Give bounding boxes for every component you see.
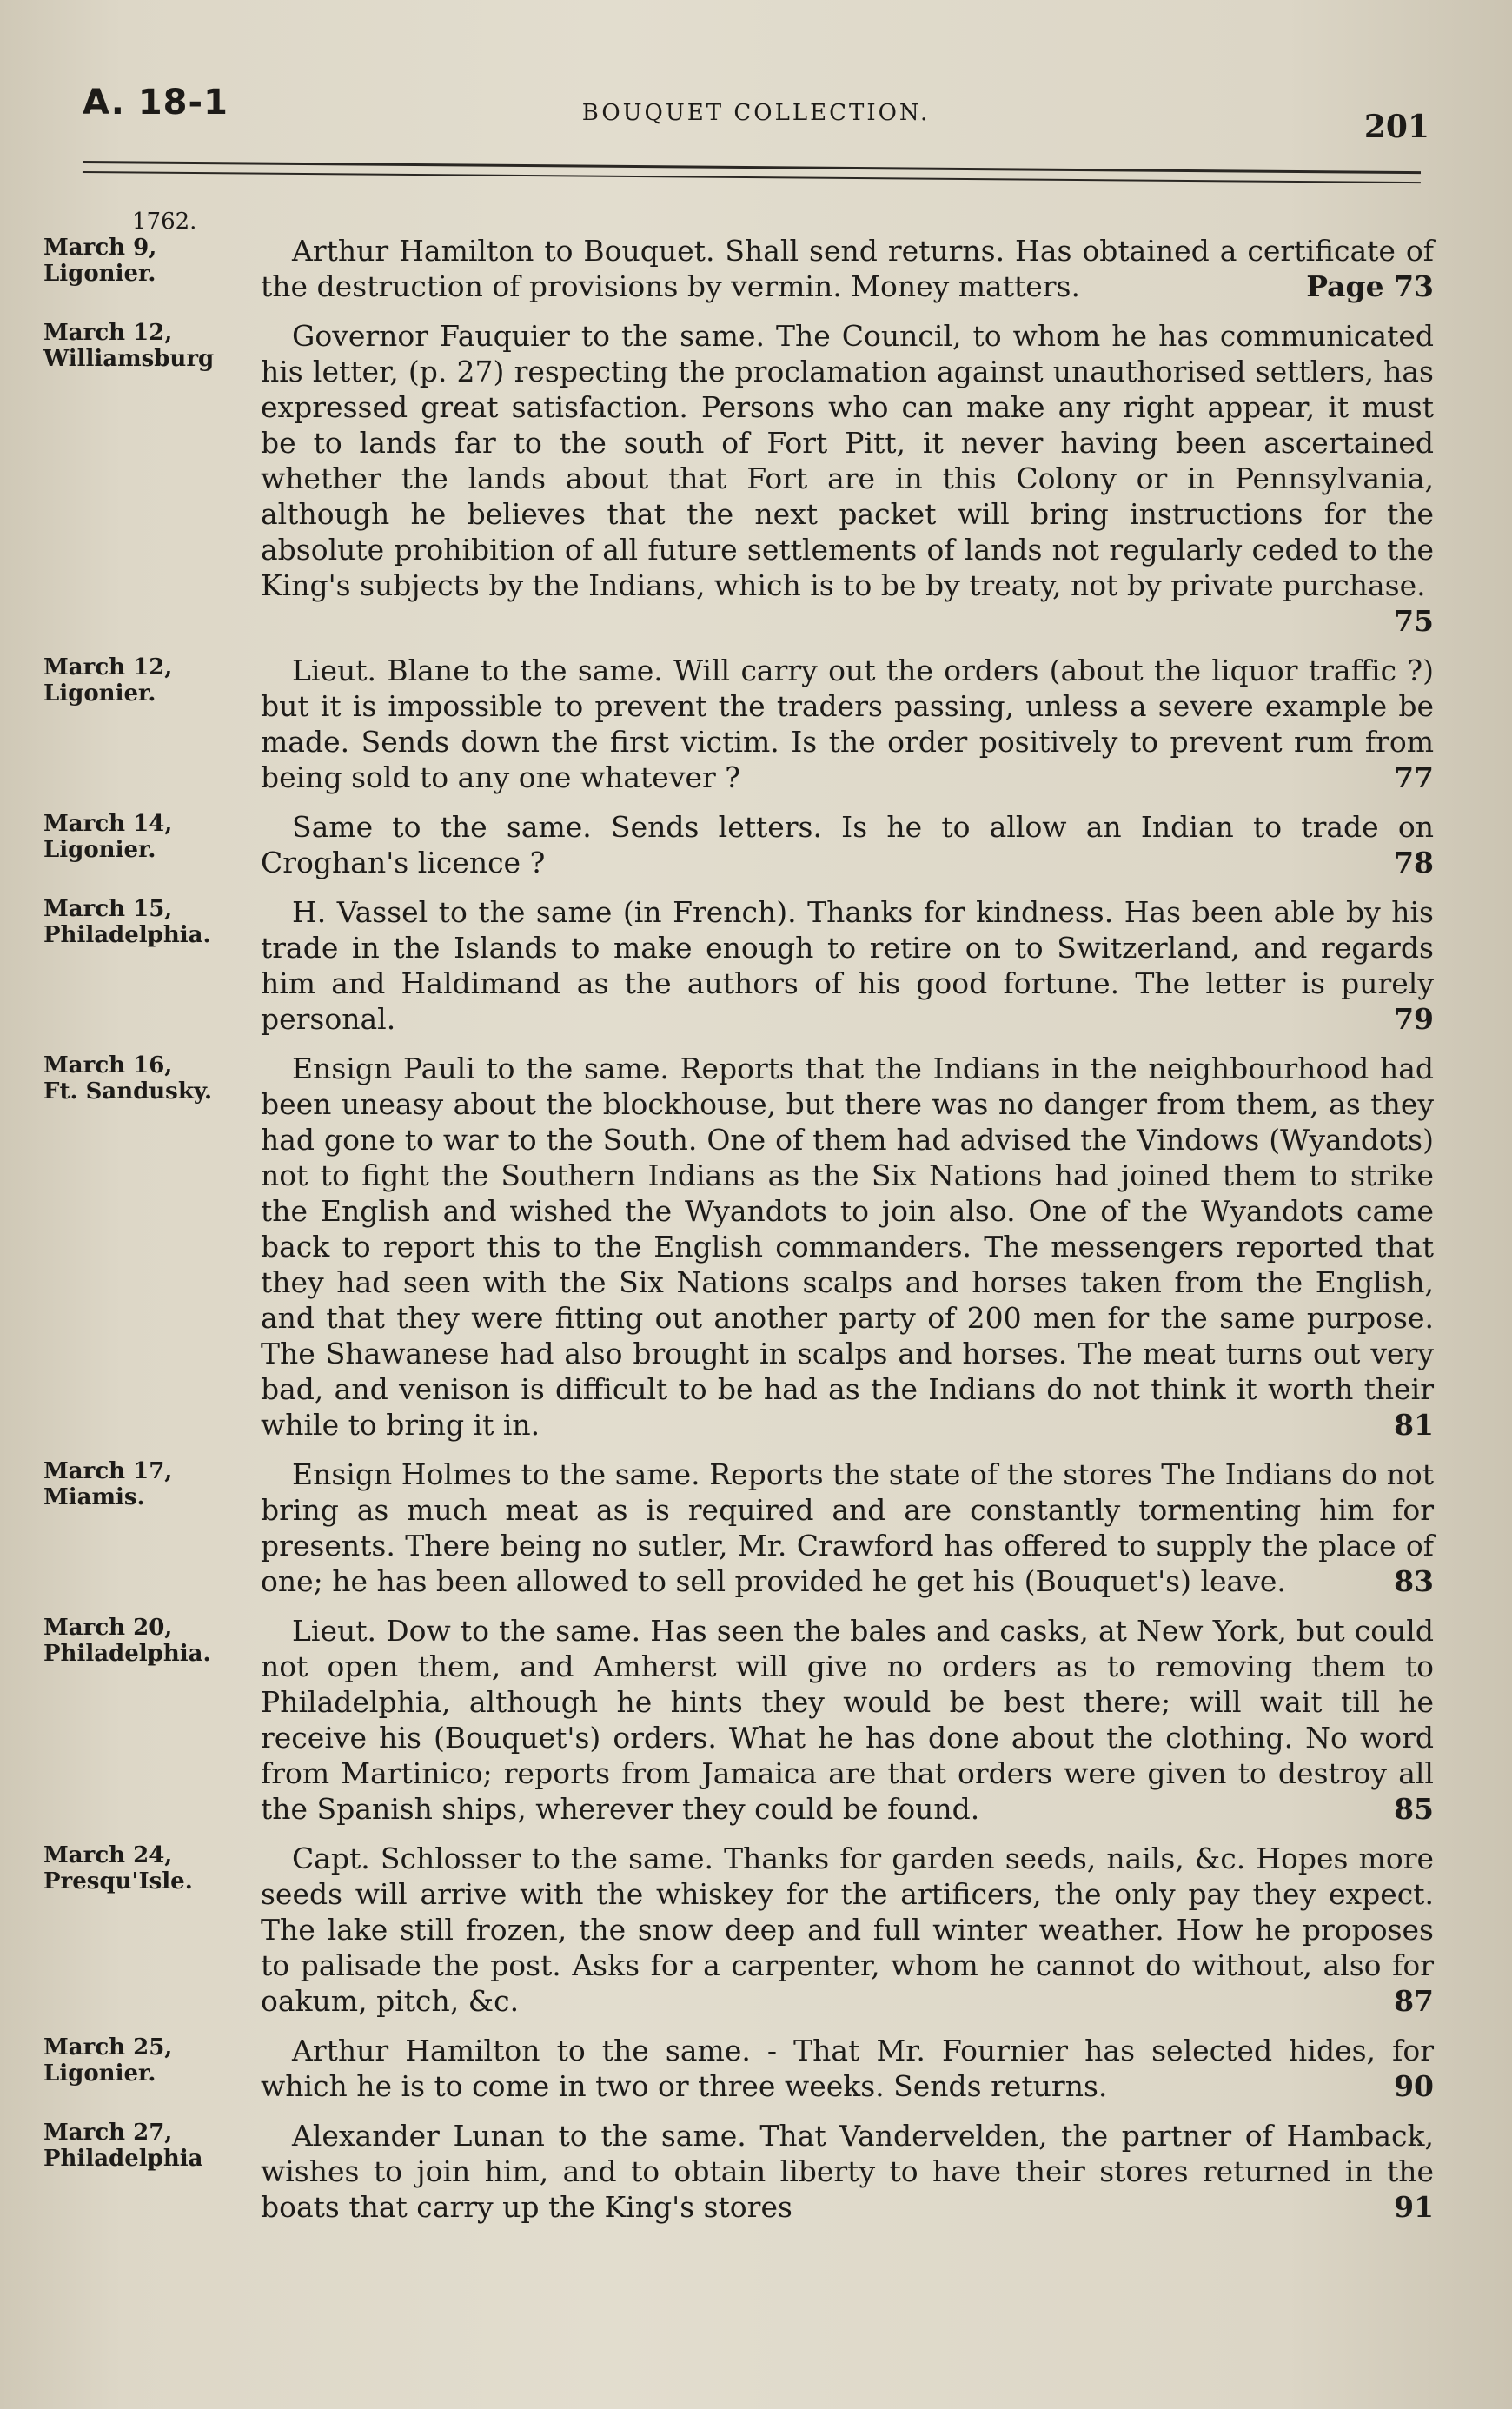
entry-dateline [43,318,261,372]
entry-body [261,653,1434,795]
entry-place: Presqu'Isle. [43,1868,193,1895]
entry-place: Williamsburg [43,346,215,372]
entry-text: Arthur Hamilton to the same. - That Mr. Fournier has selected hides, for which he is to come in two or three weeks. Sends returns. [261,2034,1434,2103]
entry-page-ref: 91 [1394,2190,1434,2224]
entry-dateline [43,809,261,863]
entry-body [261,1841,1434,2019]
entry-place: Ligonier. [43,261,156,287]
entry-dateline [43,1613,261,1667]
entry-place: Philadelphia. [43,1641,211,1667]
entry-place: Philadelphia. [43,922,211,948]
entry-dateline [43,1457,261,1510]
entry-dateline [43,2118,261,2172]
entry-place: Ligonier. [43,837,156,863]
entry-date: March 9, [43,235,157,261]
entry-date: March 16, [43,1052,173,1078]
entry-date: March 20, [43,1615,173,1641]
entry-dateline [43,894,261,948]
entry-body [261,2033,1434,2104]
entry-body [261,894,1434,1037]
entry-date: March 17, [43,1458,173,1484]
entry-date: March 27, [43,2120,173,2146]
entry-page-ref: 78 [1394,846,1434,879]
entry-text: Alexander Lunan to the same. That Vandervelden, the partner of Hamback, wishes to join him, and to obtain liberty to have their stores returned in the boats that carry up the King's stores [261,2119,1434,2224]
entry-date: March 12, [43,654,173,680]
entry-date: March 12, [43,320,173,346]
entry-date: March 25, [43,2034,173,2061]
archive-reference: A. 18-1 [83,83,229,123]
entry-page-ref: 81 [1394,1408,1434,1442]
entry-body [261,1051,1434,1443]
entry-dateline [43,653,261,707]
entry-page-ref: 83 [1394,1564,1434,1598]
header-rule [83,161,1421,183]
entry-body [261,1457,1434,1599]
calendar-entry [43,1613,1434,1827]
entry-page-ref: 77 [1394,760,1434,794]
entry-place: Philadelphia [43,2146,203,2172]
calendar-entry [43,233,1434,304]
calendar-entry [43,809,1434,880]
entry-body [261,2118,1434,2225]
entry-place: Ligonier. [43,680,156,707]
entry-page-ref: 75 [1394,604,1434,638]
entry-text: Governor Fauquier to the same. The Council, to whom he has communicated his letter, (p. 27) respecting the proclamation against unauthorised settlers, has expressed great satisfaction. Persons who can make any right appear, it must be to lands far to the south of Fort Pitt, it never having been ascertained whether the lands about that Fort are in this Colony or in Pennsylvania, although he believes that the next packet will bring instructions for the absolute prohibition of all future settlements of lands not regularly ceded to the King's subjects by the Indians, which is to be by treaty, not by private purchase. [261,319,1434,602]
entry-text: Same to the same. Sends letters. Is he to allow an Indian to trade on Croghan's licence ? [261,810,1434,879]
calendar-entry [43,2118,1434,2225]
calendar-entry [43,653,1434,795]
page-header [83,74,1429,152]
calendar-entry [43,1457,1434,1599]
entry-text: Ensign Pauli to the same. Reports that the Indians in the neighbourhood had been uneasy about the blockhouse, but there was no danger from them, as they had gone to war to the South. One of them had advised the Vindows (Wyandots) not to fight the Southern Indians as the Six Nations had joined them to strike the English and wished the Wyandots to join also. One of the Wyandots came back to report this to the English commanders. The messengers reported that they had seen with the Six Nations scalps and horses taken from the English, and that they were fitting out another party of 200 men for the same purpose. The Shawanese had also brought in scalps and horses. The meat turns out very bad, and venison is difficult to be had as the Indians do not think it worth their while to bring it in. [261,1052,1434,1442]
entry-body [261,1613,1434,1827]
entry-text: Lieut. Dow to the same. Has seen the bales and casks, at New York, but could not open them, and Amherst will give no orders as to removing them to Philadelphia, although he hints they would be best there; will wait till he receive his (Bouquet's) orders. What he has done about the clothing. No word from Martinico; reports from Jamaica are that orders were given to destroy all the Spanish ships, wherever they could be found. [261,1614,1434,1826]
entry-body [261,318,1434,639]
entry-page-ref: Page 73 [1306,269,1434,303]
entry-place: Ligonier. [43,2061,156,2087]
entry-page-ref: 87 [1394,1984,1434,2018]
entry-body [261,809,1434,880]
calendar-entry [43,318,1434,639]
entry-date: March 24, [43,1842,173,1868]
entry-place: Ft. Sandusky. [43,1078,213,1105]
entry-date: March 14, [43,811,173,837]
entry-body [261,233,1434,304]
running-title: BOUQUET COLLECTION. [581,100,931,126]
entry-text: Capt. Schlosser to the same. Thanks for garden seeds, nails, &c. Hopes more seeds will arrive with the whiskey for the artificers, the only pay they expect. The lake still frozen, the snow deep and full winter weather. How he proposes to palisade the post. Asks for a carpenter, whom he cannot do without, also for oakum, pitch, &c. [261,1842,1434,2018]
entry-text: Lieut. Blane to the same. Will carry out the orders (about the liquor traffic ?) but it is impossible to prevent the traders passing, unless a severe example be made. Sends down the first victim. Is the order positively to prevent rum from being sold to any one whatever ? [261,654,1434,794]
page-number: 201 [1363,109,1429,145]
entry-text: Arthur Hamilton to Bouquet. Shall send returns. Has obtained a certificate of the destruction of provisions by vermin. Money matters. [261,234,1434,303]
entry-text: H. Vassel to the same (in French). Thanks for kindness. Has been able by his trade in the Islands to make enough to retire on to Switzerland, and regards him and Haldimand as the authors of his good fortune. The letter is purely personal. [261,895,1434,1036]
year-label: 1762. [132,209,197,235]
calendar-entry [43,2033,1434,2104]
entry-dateline [43,1841,261,1895]
entry-dateline [43,233,261,287]
calendar-entry [43,1841,1434,2019]
entry-date: March 15, [43,896,173,922]
calendar-entry [43,1051,1434,1443]
entry-dateline [43,2033,261,2087]
calendar-entry [43,894,1434,1037]
entry-text: Ensign Holmes to the same. Reports the state of the stores The Indians do not bring as much meat as is required and are constantly tormenting him for presents. There being no sutler, Mr. Crawford has offered to supply the place of one; he has been allowed to sell provided he get his (Bouquet's) leave. [261,1457,1434,1598]
entry-place: Miamis. [43,1484,145,1510]
entry-page-ref: 90 [1394,2069,1434,2103]
entry-page-ref: 85 [1394,1792,1434,1826]
calendar-entries [43,233,1434,2239]
entry-page-ref: 79 [1394,1002,1434,1036]
entry-dateline [43,1051,261,1105]
